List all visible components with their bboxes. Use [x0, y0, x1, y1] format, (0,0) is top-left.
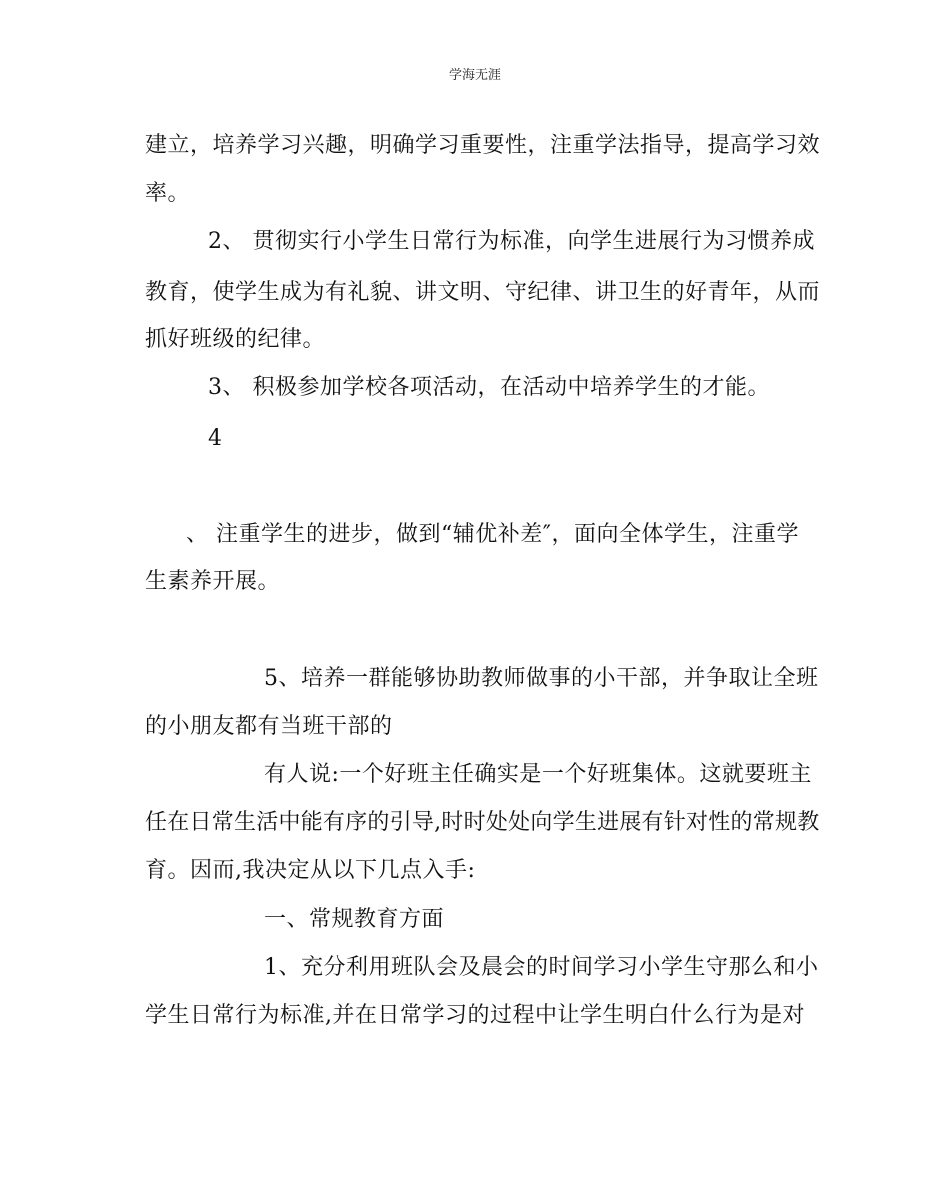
body-line-1: 建立，培养学习兴趣，明确学习重要性，注重学法指导，提高学习效: [145, 133, 821, 158]
body-line-13: 任在日常生活中能有序的引导,时时处处向学生进展有针对性的常规教: [145, 810, 820, 835]
body-line-7: 4: [208, 426, 223, 451]
body-line-9: 生素养开展。: [145, 569, 281, 594]
body-line-14: 育。因而,我决定从以下几点入手:: [145, 858, 476, 883]
body-line-4: 教育，使学生成为有礼貌、讲文明、守纪律、讲卫生的好青年，从而: [145, 280, 821, 305]
body-line-2: 率。: [145, 181, 191, 206]
body-line-3: 2、 贯彻实行小学生日常行为标准，向学生进展行为习惯养成: [208, 229, 815, 254]
body-line-5: 抓好班级的纪律。: [145, 327, 326, 352]
body-line-6: 3、 积极参加学校各项活动，在活动中培养学生的才能。: [208, 375, 770, 400]
body-line-10: 5、培养一群能够协助教师做事的小干部，并争取让全班: [264, 666, 819, 691]
body-line-12: 有人说:一个好班主任确实是一个好班集体。这就要班主: [264, 762, 812, 787]
body-line-17: 学生日常行为标准,并在日常学习的过程中让学生明白什么行为是对: [145, 1003, 805, 1028]
body-line-8: 、 注重学生的进步，做到“辅优补差″，面向全体学生，注重学: [186, 522, 799, 547]
body-line-15: 一、常规教育方面: [264, 907, 445, 932]
body-line-11: 的小朋友都有当班干部的: [145, 714, 393, 739]
page-header: 学海无涯: [448, 68, 501, 83]
body-line-16: 1、充分利用班队会及晨会的时间学习小学生守那么和小: [264, 955, 819, 980]
